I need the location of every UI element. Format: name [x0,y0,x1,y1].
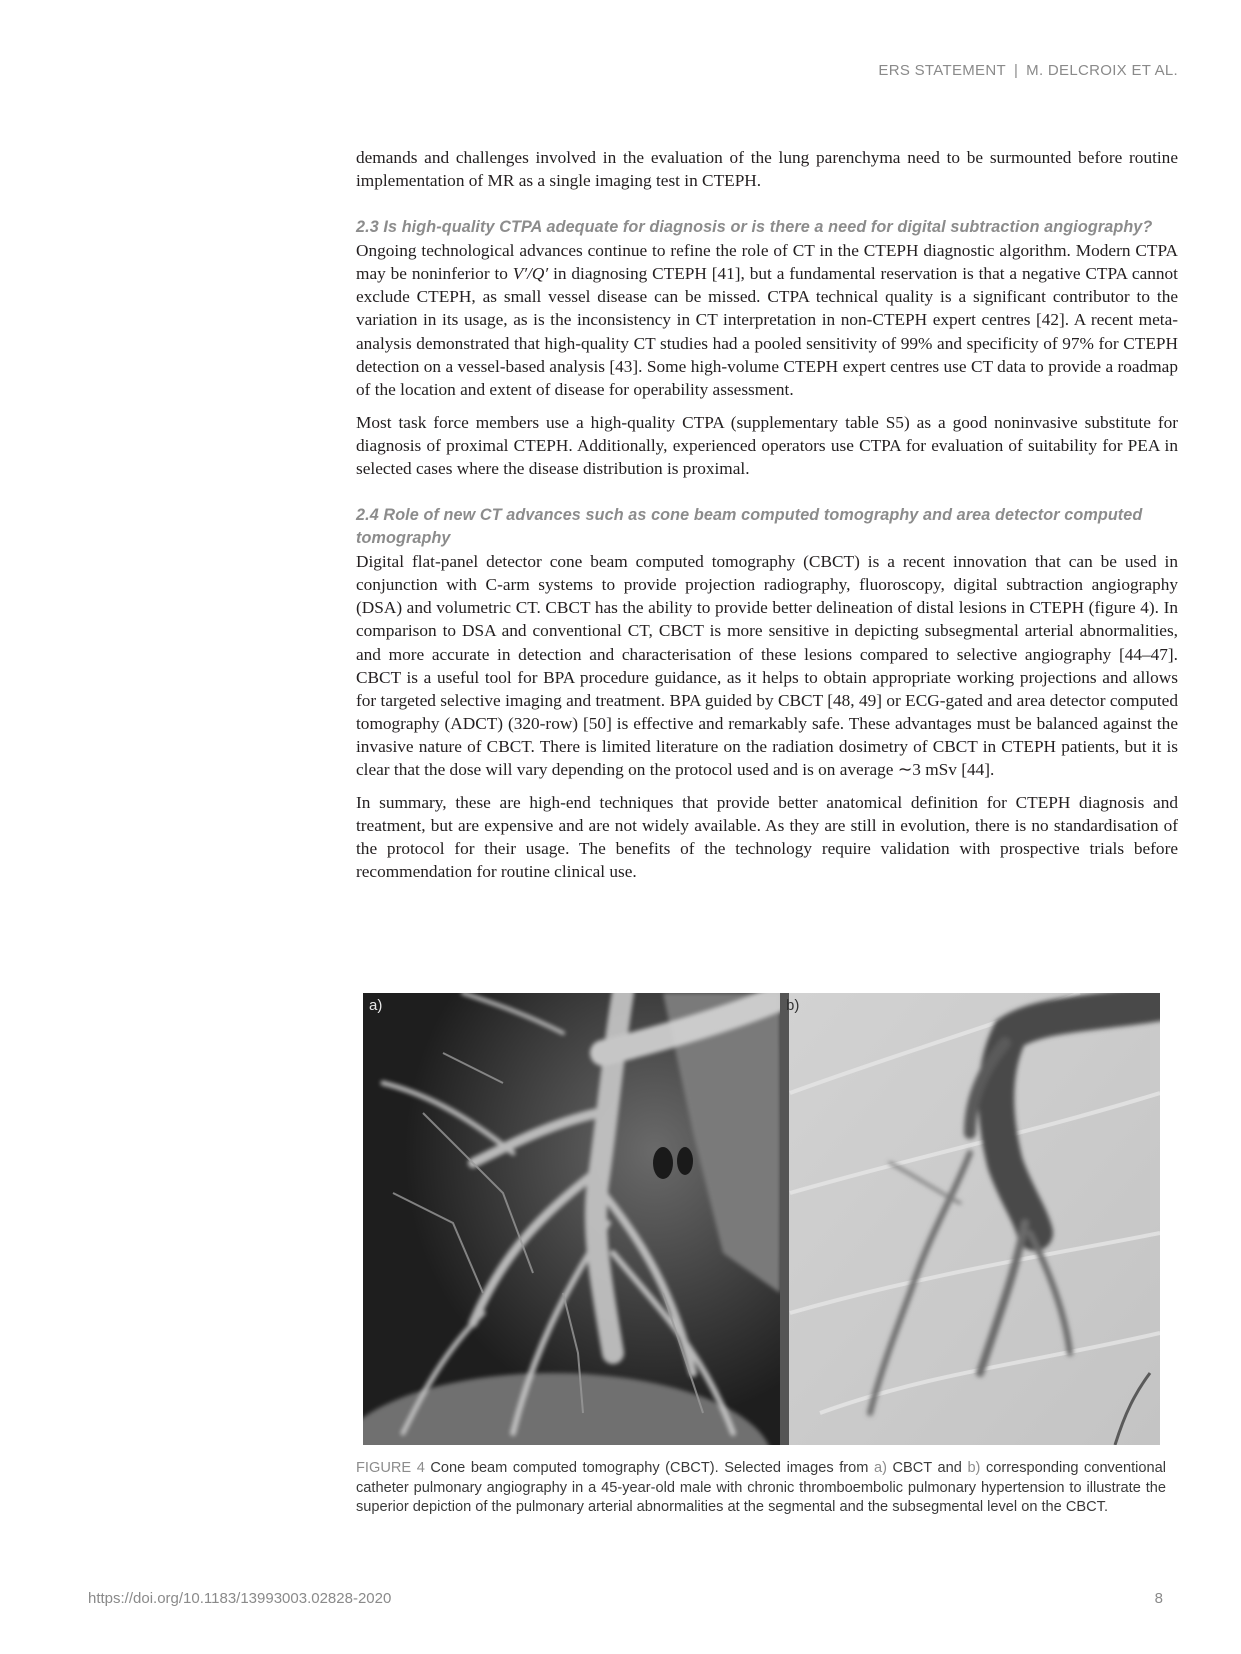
journal-section: ERS STATEMENT [878,62,1006,79]
header-separator: | [1013,62,1019,79]
running-head [878,62,1178,79]
panel-b-label: b) [786,997,800,1014]
vq-term: V′/Q′ [512,264,549,284]
main-text-column [356,146,1178,883]
paragraph-2-4-1: Digital flat-panel detector cone beam computed tomography (CBCT) is a recent innovation that can be used in conjunction with C-arm systems to provide projection radiography, fluoroscopy, digital subtraction angiography (DSA) and volumetric CT. CBCT has the ability to provide better delineation of distal lesions in CTEPH (figure 4). In comparison to DSA and conventional CT, CBCT is more sensitive in depicting subsegmental arterial abnormalities, and more accurate in detection and characterisation of these lesions compared to selective angiography [44–47]. CBCT is a useful tool for BPA procedure guidance, as it helps to obtain appropriate working projections and allows for targeted selective imaging and treatment. BPA guided by CBCT [48, 49] or ECG-gated and area detector computed tomography (ADCT) (320-row) [50] is effective and remarkably safe. These advantages must be balanced against the invasive nature of CBCT. There is limited literature on the radiation dosimetry of CBCT in CTEPH patients, but it is clear that the dose will vary depending on the protocol used and is on average ∼3 mSv [44]. [356,552,1178,779]
paragraph-2-3-1 [356,239,1178,401]
caption-text: CBCT and [886,1460,968,1476]
doi-link[interactable]: https://doi.org/10.1183/13993003.02828-2020 [88,1590,392,1607]
section-heading-2-4: 2.4 Role of new CT advances such as cone beam computed tomography and area detector computed tomography [356,506,1143,548]
figure-4-caption [356,1459,1166,1518]
caption-text: corresponding conventional catheter pulmonary angiography in a 45-year-old male with chronic thromboembolic pulmonary hypertension to illustrate the superior depiction of the pulmonary arterial abnormalities at the segmental and the subsegmental level on the CBCT. [356,1460,1166,1516]
caption-text: Cone beam computed tomography (CBCT). Selected images from [424,1460,874,1476]
angiography-image [780,993,1160,1445]
paragraph-continued: demands and challenges involved in the evaluation of the lung parenchyma need to be surmounted before routine implementation of MR as a single imaging test in CTEPH. [356,148,1178,191]
panel-a-label: a) [369,997,383,1014]
paragraph-text: in diagnosing CTEPH [41], but a fundamental reservation is that a negative CTPA cannot exclude CTEPH, as small vessel disease can be missed. CTPA technical quality is a significant contributor to the variation in its usage, as is the inconsistency in CT interpretation in non-CTEPH expert centres [42]. A recent meta-analysis demonstrated that high-quality CT studies had a pooled sensitivity of 99% and specificity of 97% for CTEPH detection on a vessel-based analysis [43]. Some high-volume CTEPH expert centres use CT data to provide a roadmap of the location and extent of disease for operability assessment. [356,264,1178,399]
section-heading-2-3: 2.3 Is high-quality CTPA adequate for diagnosis or is there a need for digital subtraction angiography? [356,218,1153,237]
figure-panel-a-cbct-image [363,993,780,1445]
caption-ref-b: b) [967,1460,981,1476]
figure-number: FIGURE 4 [356,1460,425,1476]
figure-panel-b-angiography-image [780,993,1160,1445]
figure-4 [363,993,1160,1445]
paragraph-2-3-2: Most task force members use a high-quality CTPA (supplementary table S5) as a good noninvasive substitute for diagnosis of proximal CTEPH. Additionally, experienced operators use CTPA for evaluation of suitability for PEA in selected cases where the disease distribution is proximal. [356,412,1178,479]
cbct-vessel-image [363,993,780,1445]
page-number: 8 [1154,1590,1163,1607]
caption-ref-a: a) [873,1460,887,1476]
paragraph-text: Ongoing technological advances continue to refine the role of CT in the CTEPH diagnostic algorithm. Modern CTPA may be noninferior to [356,241,1178,284]
header-authors: M. DELCROIX ET AL. [1026,62,1178,79]
paragraph-2-4-2: In summary, these are high-end techniques that provide better anatomical definition for CTEPH diagnosis and treatment, but are expensive and are not widely available. As they are still in evolution, there is no standardisation of the protocol for their usage. The benefits of the technology require validation with prospective trials before recommendation for routine clinical use. [356,793,1178,882]
